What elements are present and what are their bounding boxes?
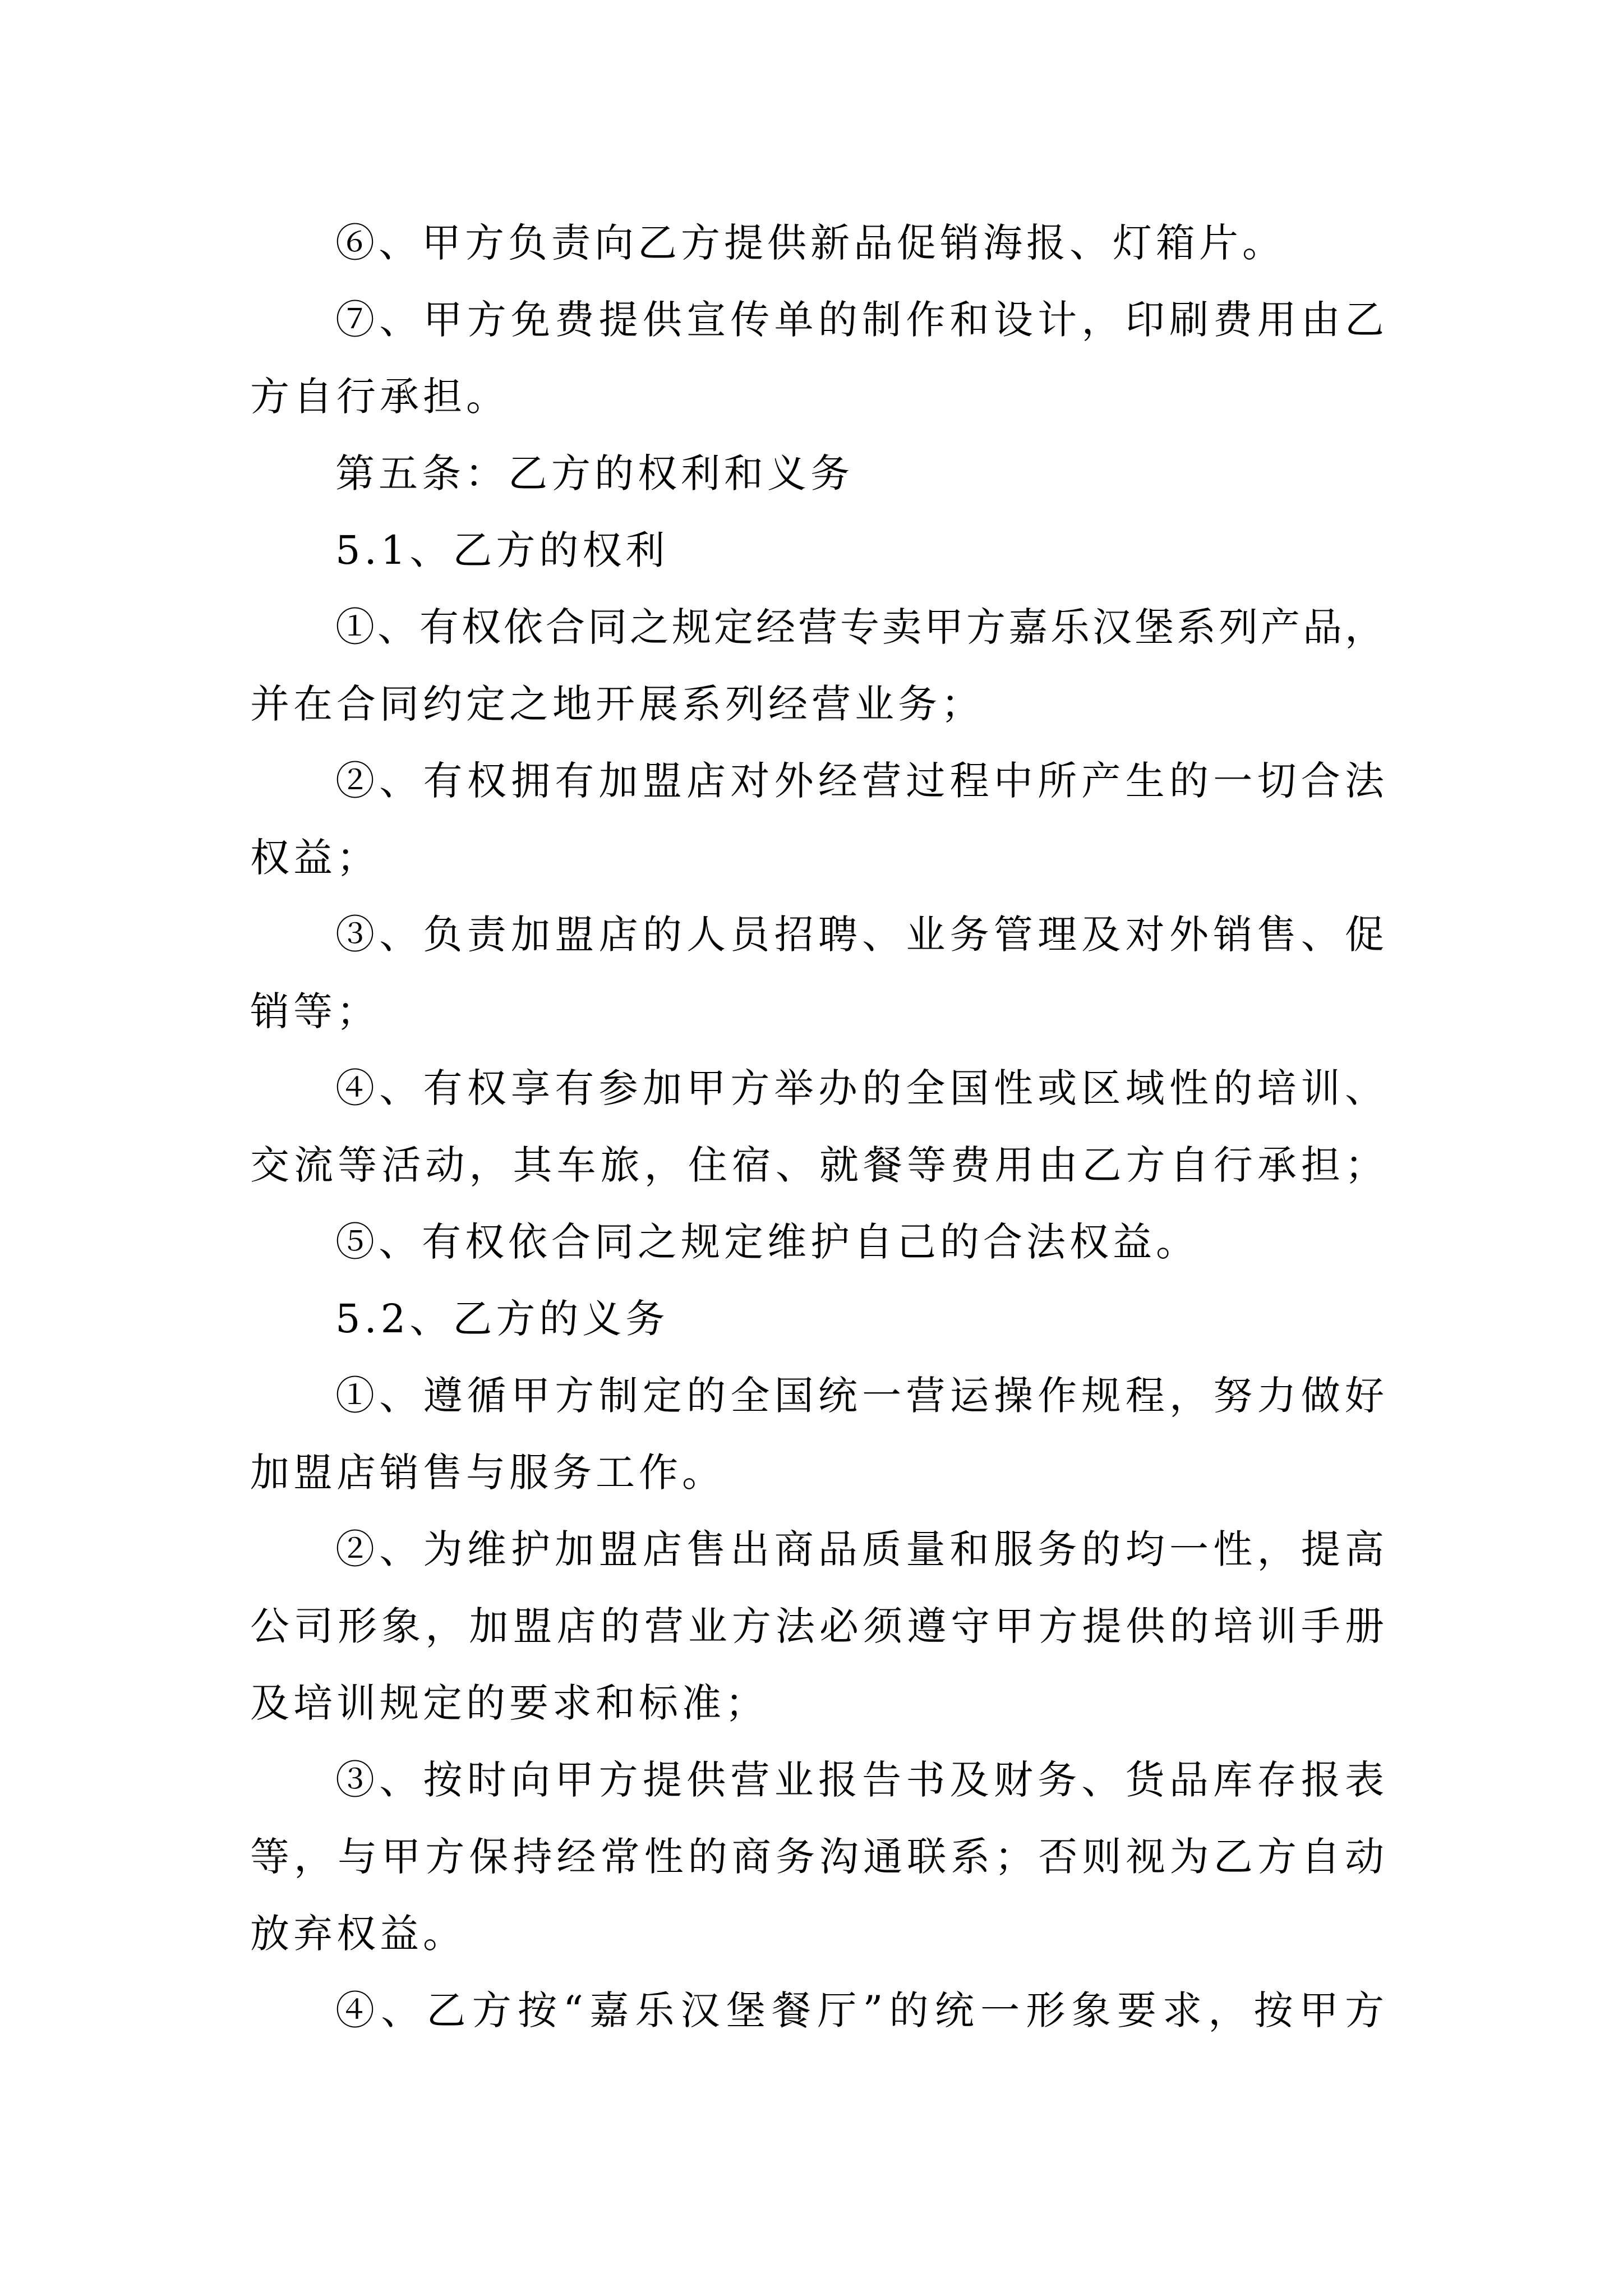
section-heading bbox=[250, 512, 1384, 589]
list-item bbox=[250, 1204, 1384, 1281]
list-item bbox=[250, 896, 1384, 1050]
text-line: ④、乙方按“嘉乐汉堡餐厅”的统一形象要求，按甲方 bbox=[335, 1987, 1384, 2033]
list-item bbox=[250, 1050, 1384, 1204]
text-line: 等，与甲方保持经常性的商务沟通联系；否则视为乙方自动 bbox=[250, 1834, 1384, 1880]
list-item bbox=[250, 1972, 1384, 2049]
text-line: 公司形象，加盟店的营业方法必须遵守甲方提供的培训手册 bbox=[250, 1603, 1384, 1649]
text-line: ①、遵循甲方制定的全国统一营运操作规程，努力做好 bbox=[335, 1373, 1384, 1419]
text-line: ②、有权拥有加盟店对外经营过程中所产生的一切合法 bbox=[335, 758, 1384, 804]
text-line: 加盟店销售与服务工作。 bbox=[250, 1450, 725, 1496]
text-line: 及培训规定的要求和标准； bbox=[250, 1680, 768, 1726]
text-line: 放弃权益。 bbox=[250, 1911, 466, 1957]
list-item bbox=[250, 205, 1384, 282]
list-item bbox=[250, 1358, 1384, 1511]
text-line: ③、负责加盟店的人员招聘、业务管理及对外销售、促 bbox=[335, 912, 1384, 958]
text-line: 第五条：乙方的权利和义务 bbox=[335, 450, 854, 496]
list-item bbox=[250, 1742, 1384, 1972]
article-heading bbox=[250, 435, 1384, 512]
section-heading bbox=[250, 1281, 1384, 1358]
list-item bbox=[250, 743, 1384, 896]
list-item bbox=[250, 1511, 1384, 1742]
text-line: 5.1、乙方的权利 bbox=[335, 527, 669, 573]
text-line: ⑦、甲方免费提供宣传单的制作和设计，印刷费用由乙 bbox=[335, 297, 1384, 343]
list-item bbox=[250, 589, 1384, 743]
text-line: ①、有权依合同之规定经营专卖甲方嘉乐汉堡系列产品， bbox=[335, 604, 1384, 650]
text-line: 5.2、乙方的义务 bbox=[335, 1296, 669, 1342]
text-line: ④、有权享有参加甲方举办的全国性或区域性的培训、 bbox=[335, 1065, 1384, 1111]
text-line: 权益； bbox=[250, 835, 380, 881]
list-item bbox=[250, 282, 1384, 435]
text-line: ②、为维护加盟店售出商品质量和服务的均一性，提高 bbox=[335, 1526, 1384, 1572]
text-line: ⑤、有权依合同之规定维护自己的合法权益。 bbox=[335, 1219, 1199, 1265]
text-line: 方自行承担。 bbox=[250, 374, 509, 420]
text-line: ③、按时向甲方提供营业报告书及财务、货品库存报表 bbox=[335, 1757, 1384, 1803]
document-body bbox=[250, 205, 1384, 2049]
text-line: 交流等活动，其车旅，住宿、就餐等费用由乙方自行承担； bbox=[250, 1142, 1384, 1188]
text-line: ⑥、甲方负责向乙方提供新品促销海报、灯箱片。 bbox=[335, 220, 1285, 266]
text-line: 销等； bbox=[250, 988, 380, 1034]
text-line: 并在合同约定之地开展系列经营业务； bbox=[250, 681, 984, 727]
